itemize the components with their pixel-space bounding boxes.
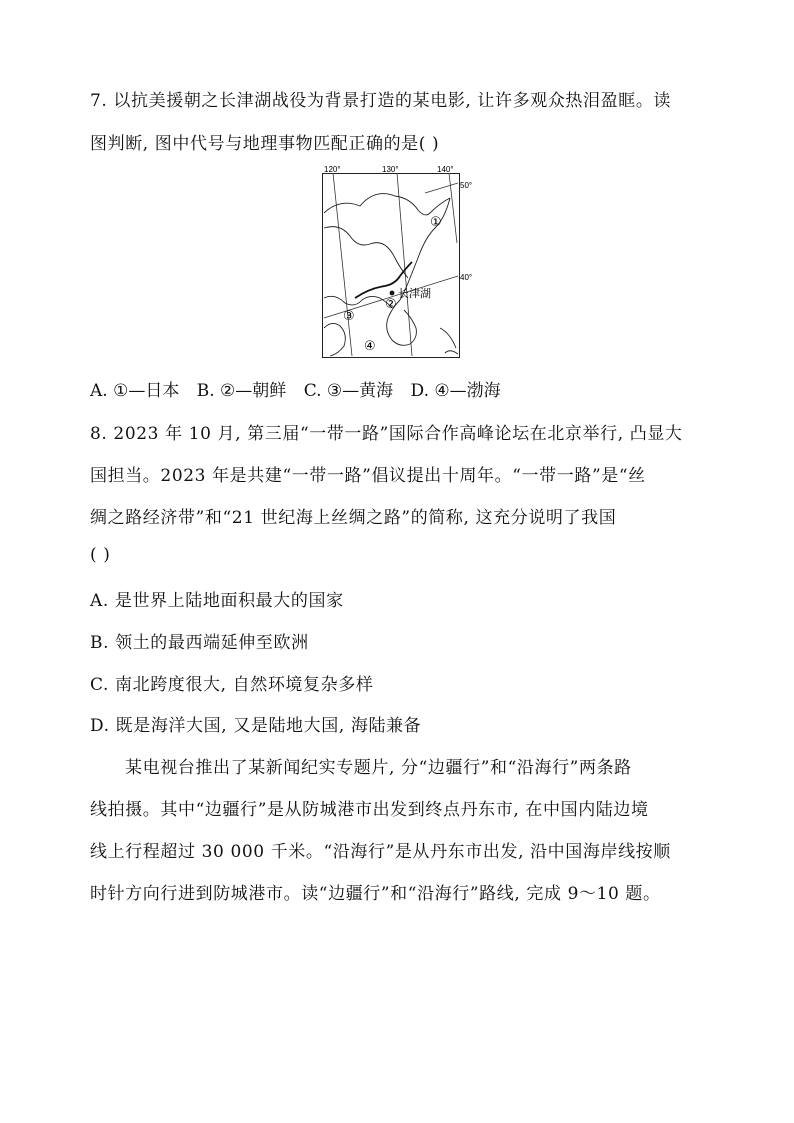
parallel-50 <box>425 183 458 193</box>
q8-stem-line-3: 绸之路经济带”和“21 世纪海上丝绸之路”的简称, 这充分说明了我国 <box>90 508 617 528</box>
q7-stem-line-1: 7. 以抗美援朝之长津湖战役为背景打造的某电影, 让许多观众热泪盈眶。读 <box>90 91 672 111</box>
q7-stem-line-2: 图判断, 图中代号与地理事物匹配正确的是( ) <box>90 134 440 154</box>
lat-40-label: 40° <box>460 273 473 282</box>
passage-line-2: 线拍摄。其中“边疆行”是从防城港市出发到终点丹东市, 在中国内陆边境 <box>90 800 649 820</box>
graticule <box>324 173 458 356</box>
q7-option-d[interactable]: D. ④—渤海 <box>410 381 501 401</box>
passage-line-1: 某电视台推出了某新闻纪实专题片, 分“边疆行”和“沿海行”两条路 <box>125 758 632 778</box>
inner-border <box>324 227 408 278</box>
q7-option-c[interactable]: C. ③—黄海 <box>303 381 394 401</box>
lon-130-label: 130° <box>382 165 399 174</box>
q8-option-b[interactable]: B. 领土的最西端延伸至欧洲 <box>90 633 309 653</box>
passage-line-3: 线上行程超过 30 000 千米。“沿海行”是从丹东市出发, 沿中国海岸线按顺 <box>90 842 671 862</box>
japan-islands <box>440 328 458 354</box>
marker-3: ③ <box>343 309 355 324</box>
q8-stem-line-2: 国担当。2023 年是共建“一带一路”倡议提出十周年。“一带一路”是“丝 <box>90 466 646 486</box>
lon-140-label: 140° <box>437 165 454 174</box>
q7-options <box>90 376 513 401</box>
marker-2: ② <box>385 297 397 312</box>
shandong-coast <box>324 323 345 356</box>
northern-border <box>324 194 450 215</box>
sea-of-japan-coast <box>400 198 450 300</box>
bohai-coast <box>324 296 392 308</box>
marker-1: ① <box>430 215 442 230</box>
q8-option-a[interactable]: A. 是世界上陆地面积最大的国家 <box>90 591 344 611</box>
q7-option-a[interactable]: A. ①—日本 <box>90 381 180 401</box>
lon-120-label: 120° <box>324 165 341 174</box>
q8-option-c[interactable]: C. 南北跨度很大, 自然环境复杂多样 <box>90 675 374 695</box>
q8-answer-blank: ( ) <box>90 545 111 565</box>
lat-50-label: 50° <box>460 181 473 190</box>
q8-stem-line-1: 8. 2023 年 10 月, 第三届“一带一路”国际合作高峰论坛在北京举行, 凸显大 <box>90 424 683 444</box>
q8-option-d[interactable]: D. 既是海洋大国, 又是陆地大国, 海陆兼备 <box>90 716 422 736</box>
changjin-lake-label: 长津湖 <box>398 287 431 300</box>
passage-line-4: 时针方向行进到防城港市。读“边疆行”和“沿海行”路线, 完成 9～10 题。 <box>90 884 661 904</box>
marker-4: ④ <box>364 339 376 354</box>
korea-map-figure <box>300 158 500 368</box>
q7-option-b[interactable]: B. ②—朝鲜 <box>196 381 287 401</box>
changjin-lake-dot <box>390 291 395 296</box>
